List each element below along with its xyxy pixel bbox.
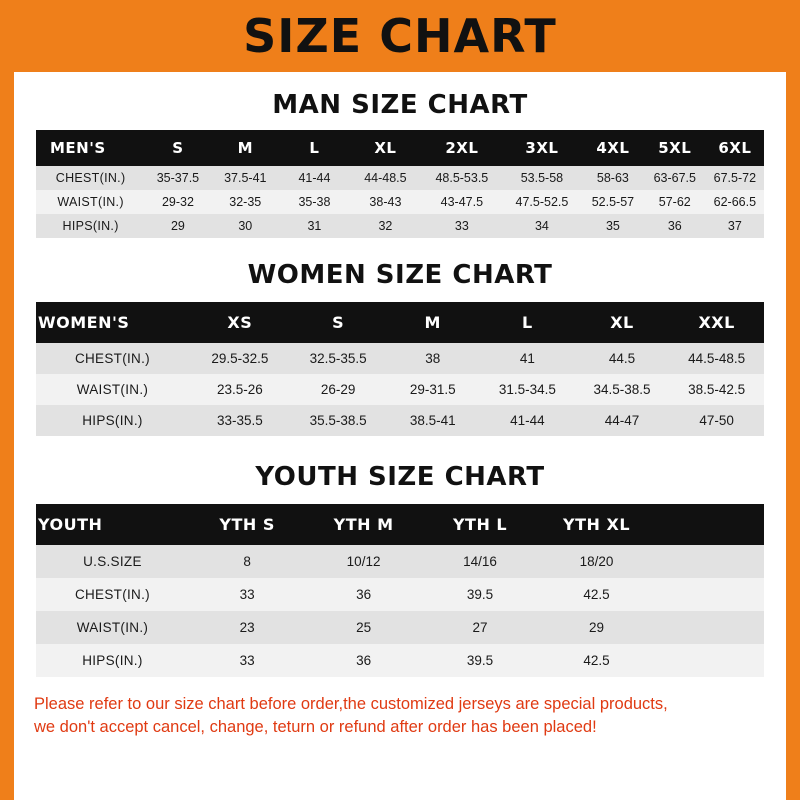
man-row-1-label: WAIST(IN.) <box>36 190 145 214</box>
man-cell-1-1: 32-35 <box>211 190 280 214</box>
banner-title: SIZE CHART <box>243 9 557 63</box>
women-cell-2-2: 38.5-41 <box>385 405 480 436</box>
table-row <box>36 374 764 405</box>
man-header-cell-0: MEN'S <box>36 130 145 166</box>
women-cell-2-4: 44-47 <box>575 405 670 436</box>
youth-cell-2-4 <box>655 611 764 644</box>
youth-header-cell-1: YTH S <box>189 504 305 545</box>
women-table-body <box>36 343 764 436</box>
women-row-2-label: HIPS(IN.) <box>36 405 189 436</box>
youth-cell-0-2: 14/16 <box>422 545 538 578</box>
women-table-head <box>36 302 764 343</box>
women-cell-0-5: 44.5-48.5 <box>669 343 764 374</box>
youth-row-3-label: HIPS(IN.) <box>36 644 189 677</box>
youth-row-2-label: WAIST(IN.) <box>36 611 189 644</box>
man-cell-0-7: 63-67.5 <box>644 166 706 190</box>
man-header-cell-9: 6XL <box>706 130 764 166</box>
youth-cell-1-2: 39.5 <box>422 578 538 611</box>
youth-cell-2-0: 23 <box>189 611 305 644</box>
youth-cell-3-3: 42.5 <box>538 644 654 677</box>
man-row-0-label: CHEST(IN.) <box>36 166 145 190</box>
women-cell-1-4: 34.5-38.5 <box>575 374 670 405</box>
man-table-head <box>36 130 764 166</box>
man-cell-1-3: 38-43 <box>349 190 422 214</box>
man-cell-2-2: 31 <box>280 214 349 238</box>
man-header-cell-3: L <box>280 130 349 166</box>
man-cell-2-5: 34 <box>502 214 582 238</box>
youth-cell-3-2: 39.5 <box>422 644 538 677</box>
man-cell-2-1: 30 <box>211 214 280 238</box>
youth-cell-0-1: 10/12 <box>305 545 421 578</box>
man-header-cell-6: 3XL <box>502 130 582 166</box>
banner <box>0 0 800 72</box>
youth-cell-3-4 <box>655 644 764 677</box>
women-cell-1-1: 26-29 <box>291 374 386 405</box>
youth-cell-3-0: 33 <box>189 644 305 677</box>
youth-cell-0-3: 18/20 <box>538 545 654 578</box>
women-cell-0-4: 44.5 <box>575 343 670 374</box>
table-row <box>36 214 764 238</box>
women-header-cell-2: S <box>291 302 386 343</box>
youth-table-body <box>36 545 764 677</box>
man-cell-1-4: 43-47.5 <box>422 190 502 214</box>
man-cell-2-6: 35 <box>582 214 644 238</box>
youth-header-cell-5 <box>655 504 764 545</box>
table-row <box>36 644 764 677</box>
women-section-title: WOMEN SIZE CHART <box>247 260 553 290</box>
man-header-cell-7: 4XL <box>582 130 644 166</box>
youth-cell-0-4 <box>655 545 764 578</box>
man-header-cell-5: 2XL <box>422 130 502 166</box>
man-cell-0-3: 44-48.5 <box>349 166 422 190</box>
women-cell-1-2: 29-31.5 <box>385 374 480 405</box>
man-cell-1-7: 57-62 <box>644 190 706 214</box>
man-header-cell-4: XL <box>349 130 422 166</box>
table-header-row <box>36 302 764 343</box>
man-cell-0-4: 48.5-53.5 <box>422 166 502 190</box>
man-cell-1-5: 47.5-52.5 <box>502 190 582 214</box>
women-cell-1-0: 23.5-26 <box>189 374 291 405</box>
women-row-0-label: CHEST(IN.) <box>36 343 189 374</box>
table-row <box>36 545 764 578</box>
youth-header-cell-2: YTH M <box>305 504 421 545</box>
women-header-cell-6: XXL <box>669 302 764 343</box>
man-cell-0-6: 58-63 <box>582 166 644 190</box>
women-cell-2-1: 35.5-38.5 <box>291 405 386 436</box>
women-cell-1-3: 31.5-34.5 <box>480 374 575 405</box>
man-cell-1-0: 29-32 <box>145 190 211 214</box>
youth-row-0-label: U.S.SIZE <box>36 545 189 578</box>
table-row <box>36 578 764 611</box>
women-cell-2-0: 33-35.5 <box>189 405 291 436</box>
women-header-cell-1: XS <box>189 302 291 343</box>
man-header-cell-8: 5XL <box>644 130 706 166</box>
youth-cell-1-1: 36 <box>305 578 421 611</box>
youth-section <box>14 462 786 677</box>
women-row-1-label: WAIST(IN.) <box>36 374 189 405</box>
man-cell-0-1: 37.5-41 <box>211 166 280 190</box>
order-note-line-2: we don't accept cancel, change, teturn or refund after order has been placed! <box>34 717 597 736</box>
women-cell-1-5: 38.5-42.5 <box>669 374 764 405</box>
youth-header-cell-0: YOUTH <box>36 504 189 545</box>
table-row <box>36 405 764 436</box>
youth-cell-1-0: 33 <box>189 578 305 611</box>
man-section <box>14 90 786 238</box>
youth-cell-2-3: 29 <box>538 611 654 644</box>
man-cell-2-8: 37 <box>706 214 764 238</box>
youth-size-table <box>36 504 764 677</box>
women-header-cell-5: XL <box>575 302 670 343</box>
women-cell-2-3: 41-44 <box>480 405 575 436</box>
man-cell-1-6: 52.5-57 <box>582 190 644 214</box>
man-size-table <box>36 130 764 238</box>
youth-cell-0-0: 8 <box>189 545 305 578</box>
man-header-cell-1: S <box>145 130 211 166</box>
order-note <box>34 693 766 739</box>
table-header-row <box>36 504 764 545</box>
man-cell-2-3: 32 <box>349 214 422 238</box>
women-cell-0-2: 38 <box>385 343 480 374</box>
youth-row-1-label: CHEST(IN.) <box>36 578 189 611</box>
youth-cell-2-2: 27 <box>422 611 538 644</box>
women-cell-0-3: 41 <box>480 343 575 374</box>
women-cell-2-5: 47-50 <box>669 405 764 436</box>
man-cell-2-0: 29 <box>145 214 211 238</box>
man-cell-1-8: 62-66.5 <box>706 190 764 214</box>
man-row-2-label: HIPS(IN.) <box>36 214 145 238</box>
women-header-cell-4: L <box>480 302 575 343</box>
youth-table-head <box>36 504 764 545</box>
women-cell-0-1: 32.5-35.5 <box>291 343 386 374</box>
youth-cell-1-4 <box>655 578 764 611</box>
man-cell-0-0: 35-37.5 <box>145 166 211 190</box>
women-section <box>14 260 786 436</box>
table-row <box>36 343 764 374</box>
youth-cell-3-1: 36 <box>305 644 421 677</box>
man-cell-2-4: 33 <box>422 214 502 238</box>
table-header-row <box>36 130 764 166</box>
table-row <box>36 166 764 190</box>
man-cell-0-5: 53.5-58 <box>502 166 582 190</box>
youth-section-title: YOUTH SIZE CHART <box>255 462 545 492</box>
man-cell-2-7: 36 <box>644 214 706 238</box>
order-note-line-1: Please refer to our size chart before order,the customized jerseys are special products, <box>34 695 668 713</box>
youth-header-cell-3: YTH L <box>422 504 538 545</box>
youth-header-cell-4: YTH XL <box>538 504 654 545</box>
women-header-cell-3: M <box>385 302 480 343</box>
women-cell-0-0: 29.5-32.5 <box>189 343 291 374</box>
man-cell-0-8: 67.5-72 <box>706 166 764 190</box>
youth-cell-1-3: 42.5 <box>538 578 654 611</box>
table-row <box>36 611 764 644</box>
man-table-body <box>36 166 764 238</box>
man-cell-0-2: 41-44 <box>280 166 349 190</box>
youth-cell-2-1: 25 <box>305 611 421 644</box>
man-header-cell-2: M <box>211 130 280 166</box>
man-cell-1-2: 35-38 <box>280 190 349 214</box>
table-row <box>36 190 764 214</box>
women-header-cell-0: WOMEN'S <box>36 302 189 343</box>
women-size-table <box>36 302 764 436</box>
man-section-title: MAN SIZE CHART <box>272 90 528 120</box>
